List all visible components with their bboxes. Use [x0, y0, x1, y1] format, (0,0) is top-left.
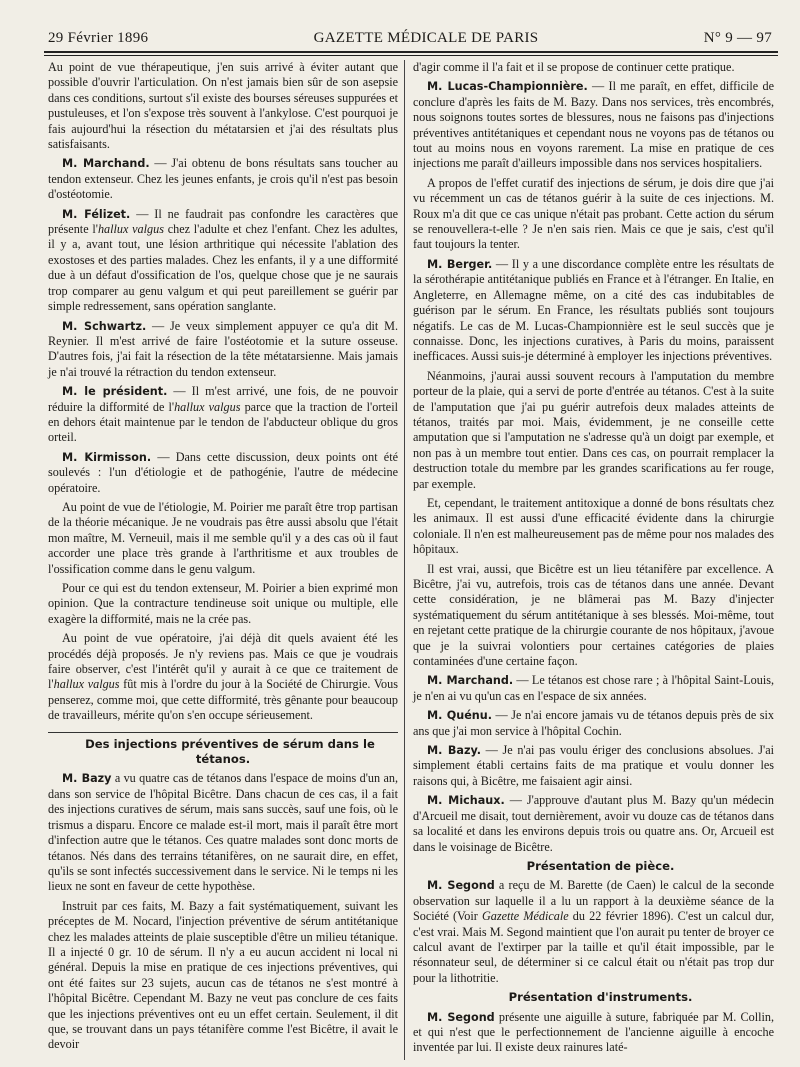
- speaker-name: M. le président.: [62, 385, 168, 399]
- header-rule: [44, 51, 778, 53]
- section-title: Présentation de pièce.: [526, 858, 675, 873]
- speaker-name: M. Félizet.: [62, 207, 131, 221]
- section-title: Présentation d'instruments.: [508, 990, 693, 1005]
- paragraph: M. Berger. — Il y a une discordance complète entre les résultats de la sérothérapie antitétanique publiés en France et à l'étranger. En Italie, en Angleterre, en Allemagne même, on a cité des cas indubitables de guérison par le sérum. En France, les résultats publiés sont toujours négatifs. Le cas de M. Lucas-Championnière est le seul succès que je connaisse. Donc, les injections curatives, à Paris du moins, paraissent inefficaces. Aussi suis-je déterminé à employer les injections préventives.: [413, 256, 774, 364]
- paragraph: Au point de vue opératoire, j'ai déjà dit quels avaient été les procédés déjà proposés. Je n'y reviens pas. Mais ce que je voudrais faire observer, c'est l'intérêt qu'il y aurait à ce que ce traitement de l'hallux valgus fût mis à l'ordre du jour à la Société de Chirurgie. Vous penserez, comme moi, que cette difformité, très gênante pour beaucoup de travailleurs, mérite qu'on s'en occupe sérieusement.: [48, 631, 398, 723]
- header-page-number: N° 9 — 97: [703, 30, 772, 46]
- paragraph: Au point de vue thérapeutique, j'en suis arrivé à éviter autant que possible d'ouvrir l'articulation. On n'est jamais bien sûr de son asepsie dans ces conditions, surtout s'il existe des bourses séreuses suppurées et pustuleuses, et l'on s'expose très souvent à l'ankylose. C'est pourquoi je fais aujourd'hui la résection du métatarsien et j'ai des résultats plus satisfaisants.: [48, 60, 398, 152]
- speaker-name: M. Schwartz.: [62, 319, 147, 333]
- paragraph: M. Bazy. — Je n'ai pas voulu ériger des conclusions absolues. J'ai simplement établi certains faits de ma pratique et voulu donner les raisons qui, à Bicêtre, me faisaient agir ainsi.: [413, 743, 774, 788]
- paragraph: M. Marchand. — J'ai obtenu de bons résultats sans toucher au tendon extenseur. Chez les jeunes enfants, je crois qu'il n'est pas besoin d'ostéotomie.: [48, 156, 398, 202]
- speaker-name: M. Michaux.: [427, 794, 505, 808]
- section-rule: [48, 732, 398, 733]
- left-column: [34, 60, 404, 1060]
- paragraph: A propos de l'effet curatif des injections de sérum, je dois dire que j'ai vu récemment un cas de tétanos guérir à la suite de ces injections. M. Roux m'a dit que ce cas unique n'était pas probant. Cette action du sérum se renouvellera-t-elle ? Je n'en sais rien. Mais ce que je sais, c'est qu'il faut toujours la tenter.: [413, 175, 774, 252]
- right-column: [404, 60, 774, 1060]
- speaker-name: M. Quénu.: [427, 709, 492, 723]
- paragraph: Au point de vue de l'étiologie, M. Poirier me paraît être trop partisan de la théorie mécanique. Je ne voudrais pas être aussi absolu que l'était mon maître, M. Verneuil, mais il me semble qu'il y a des cas où il faut accorder une place très grande à l'arthritisme et aux troubles de l'ossification comme dans le genu valgum.: [48, 499, 398, 576]
- paragraph: Pour ce qui est du tendon extenseur, M. Poirier a bien exprimé mon opinion. Que la contracture tendineuse soit unique ou multiple, elle exagère la difformité, mais ne la crée pas.: [48, 581, 398, 626]
- speaker-name: M. Kirmisson.: [62, 450, 152, 464]
- header-rule-thin: [44, 55, 778, 56]
- speaker-name: M. Segond: [427, 1010, 495, 1024]
- speaker-name: M. Bazy.: [427, 744, 481, 758]
- speaker-name: M. Marchand.: [62, 157, 150, 171]
- paragraph: M. Kirmisson. — Dans cette discussion, deux points ont été soulevés : l'un d'étiologie et de pathogénie, l'autre de médecine opératoire.: [48, 449, 398, 495]
- paragraph: M. Michaux. — J'approuve d'autant plus M. Bazy qu'un médecin d'Arcueil me disait, tout dernièrement, avoir vu douze cas de tétanos dans sa localité et dans les environs depuis trois ou quatre ans. Or, Arcueil est dans le voisinage de Bicêtre.: [413, 793, 774, 854]
- paragraph: M. Segond présente une aiguille à suture, fabriquée par M. Collin, et qui n'est que le perfectionnement de l'ancienne aiguille à encoche inventée par lui. Il existe deux rainures laté-: [413, 1009, 774, 1055]
- page-header: [34, 30, 778, 51]
- text-columns: [34, 60, 778, 1060]
- speaker-name: M. Marchand.: [427, 674, 514, 688]
- speaker-name: M. Segond: [427, 879, 495, 893]
- paragraph: M. Lucas-Championnière. — Il me paraît, en effet, difficile de conclure d'après les faits de M. Bazy. Dans nos services, très encombrés, nous soignons toutes sortes de blessures, nous ne faisons pas d'injections préventives antitétaniques et cependant nous ne voyons pas de tétanos ou tout au moins nous en voyons rarement. La mise en pratique de ces injections me paraît d'ailleurs impossible dans nos services hospitaliers.: [413, 79, 774, 171]
- paragraph: M. Félizet. — Il ne faudrait pas confondre les caractères que présente l'hallux valgus chez l'adulte et chez l'enfant. Chez les adultes, il y a, avant tout, une lésion arthritique qui nécessite l'ablation des exostoses et des parties malades. Chez les enfants, il y a une difformité due à un défaut d'ossification de l'os, quelque chose que je ne saurais trop comparer au genu valgum et qui peut pareillement se guérir par simple redressement, sans opération sanglante.: [48, 206, 399, 314]
- speaker-name: M. Berger.: [427, 257, 493, 271]
- speaker-name: M. Lucas-Championnière.: [427, 80, 588, 94]
- section-title: Des injections préventives de sérum dans le tétanos.: [85, 736, 375, 767]
- paragraph: M. Marchand. — Le tétanos est chose rare ; à l'hôpital Saint-Louis, je n'en ai vu qu'un cas en l'espace de six années.: [413, 673, 774, 703]
- paragraph: M. Bazy a vu quatre cas de tétanos dans l'espace de moins d'un an, dans son service de l'hôpital Bicêtre. Dans chacun de ces cas, il a fait des injections curatives de sérum, mais sans succès, sauf une fois, où le trismus a disparu. Encore ce malade est-il mort, mais il paraît être mort d'infection autre que le tétanos. Ces quatre malades sont donc morts de tétanos. Nés dans des terrains tétanifères, on ne saurait dire, en effet, qu'ils se sont infectés successivement dans le service. Ni le temps ni les lieux ne sont en faveur de cette hypothèse.: [48, 771, 398, 894]
- paragraph: Néanmoins, j'aurai aussi souvent recours à l'amputation du membre porteur de la plaie, qui a servi de porte d'entrée au tétanos. C'est à la suite de l'amputation que j'ai pu guérir autrefois deux malades atteints de tétanos, traités par moi. Mais, évidemment, je ne conseille cette amputation que si l'amputation ne s'adresse qu'à un doigt par exemple, et non pas à un membre tout entier. Dans ces cas, on pourrait remplacer la destruction totale du membre par les grandes scarifications au fer rouge, par exemple.: [413, 368, 774, 491]
- speaker-name: M. Bazy: [62, 772, 112, 786]
- header-date: 29 Février 1896: [48, 30, 149, 46]
- paragraph: M. le président. — Il m'est arrivé, une fois, de ne pouvoir réduire la difformité de l'hallux valgus parce que la traction de l'orteil en dehors était maintenue par le tendon de l'abducteur oblique du gros orteil.: [48, 384, 398, 445]
- paragraph: M. Schwartz. — Je veux simplement appuyer ce qu'a dit M. Reynier. Il m'est arrivé de faire l'ostéotomie et la suture osseuse. D'autres fois, j'ai fait la résection de la tête métatarsienne. Mais jamais je n'ai trouvé la rétraction du tendon extenseur.: [48, 318, 398, 379]
- paragraph: d'agir comme il l'a fait et il se propose de continuer cette pratique.: [413, 60, 735, 74]
- paragraph: Instruit par ces faits, M. Bazy a fait systématiquement, suivant les préceptes de M. Nocard, l'injection préventive de sérum antitétanique chez les malades atteints de plaie susceptible d'être un milieu tétanique. Il a injecté 0 gr. 10 de sérum. Il n'y a eu aucun accident ni local ni général. Depuis la mise en pratique de ces injections préventives, qui ont été faites sur 23 sujets, aucun cas de tétanos ne s'est montré à l'hôpital Bicêtre. Cependant M. Bazy ne veut pas conclure de ces faits que les injections préventives ont eu un effet certain. Seulement, il dit que, se trouvant dans un pays tétanifère comme l'est Bicêtre, il avait le devoir: [48, 898, 398, 1052]
- paragraph: M. Quénu. — Je n'ai encore jamais vu de tétanos depuis près de six ans que j'ai mon service à l'hôpital Cochin.: [413, 708, 774, 738]
- header-journal-title: GAZETTE MÉDICALE DE PARIS: [313, 30, 539, 46]
- paragraph: Et, cependant, le traitement antitoxique a donné de bons résultats chez les animaux. Il est aussi d'une efficacité évidente dans la chirurgie coloniale. Il n'en est malheureusement pas de même pour nos malades des hôpitaux.: [413, 495, 774, 557]
- paragraph: M. Segond a reçu de M. Barette (de Caen) le calcul de la seconde observation sur laquelle il a lu un rapport à la deuxième séance de la Société (Voir Gazette Médicale du 22 février 1896). C'est un calcul dur, c'est vrai. Mais M. Segond maintient que l'on aurait pu tenter de broyer ce calcul avant de l'extirper par la taille et qu'il était impossible, par le résonnateur seul, de déterminer si ce calcul était ou n'était pas trop dur pour la lithotritie.: [413, 878, 774, 985]
- paragraph: Il est vrai, aussi, que Bicêtre est un lieu tétanifère par excellence. A Bicêtre, j'ai vu, autrefois, trois cas de tétanos dans une année. Devant cette considération, je ne blâmerai pas M. Bazy d'injecter systématiquement du sérum antitétanique à ses blessés. Moi-même, tout en rejetant cette pratique de la chirurgie courante de nos hôpitaux, j'avoue que je la suivrai volontiers pour certaines catégories de plaies contaminées d'une certaine façon.: [413, 561, 774, 669]
